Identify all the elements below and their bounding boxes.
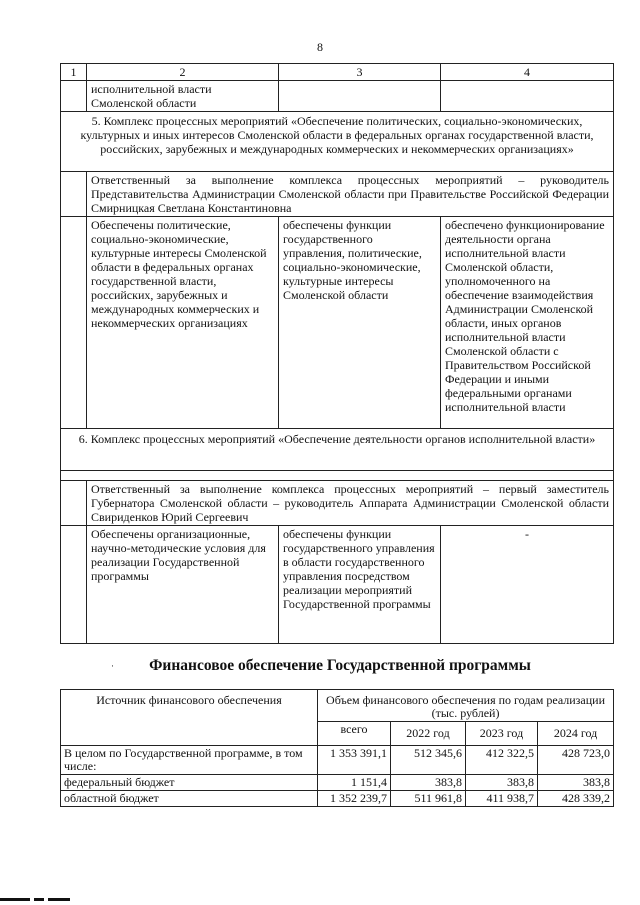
table-cell <box>441 81 614 112</box>
value-2023: 411 938,7 <box>466 791 538 807</box>
value-total: 1 151,4 <box>318 775 391 791</box>
value-total: 1 353 391,1 <box>318 746 391 775</box>
section-6-responsible: Ответственный за выполнение комплекса процессных мероприятий – первый заместитель Губернатора Смоленской области – руководитель Аппарата Администрации Смоленской области Свириденков Юрий Сергеевич <box>87 481 614 526</box>
col-2022-header: 2022 год <box>391 722 466 746</box>
finance-title: Финансовое обеспечение Государственной программы <box>149 657 531 674</box>
table-cell <box>61 81 87 112</box>
table-cell <box>61 217 87 429</box>
section-6-content-row <box>61 526 614 644</box>
value-2022: 511 961,8 <box>391 791 466 807</box>
section-5-task: Обеспечены политические, социально-экономические, культурные интересы Смоленской области в федеральных органах государственной власти, российских, зарубежных и международных коммерческих и некоммерческих организациях <box>87 217 279 429</box>
scan-mark <box>48 898 70 901</box>
row-label: областной бюджет <box>61 791 318 807</box>
value-2022: 383,8 <box>391 775 466 791</box>
header-col-3: 3 <box>279 64 441 81</box>
col-total-header: всего <box>318 722 391 746</box>
section-5-link: обеспечено функционирование деятельности органа исполнительной власти Смоленской области, уполномоченного на обеспечение взаимодействия Администрации Смоленской области, иных органов исполнительной власти Смоленской области с Правительством Российской Федерации и иными федеральными органами исполнительной власти <box>441 217 614 429</box>
scan-mark <box>0 898 30 901</box>
header-col-4: 4 <box>441 64 614 81</box>
finance-federal-row <box>61 775 614 791</box>
section-5-title-row <box>61 112 614 172</box>
section-5-title: 5. Комплекс процессных мероприятий «Обеспечение политических, социально-экономических, культурных и иных интересов Смоленской области в федеральных органах государственной власти, российских, зарубежных и международных коммерческих и некоммерческих организациях» <box>61 112 614 172</box>
finance-regional-row <box>61 791 614 807</box>
volume-header: Объем финансового обеспечения по годам реализации (тыс. рублей) <box>318 690 614 722</box>
section-5-responsible-row <box>61 172 614 217</box>
section-6-effect: обеспечены функции государственного управления в области государственного управления посредством реализации мероприятий Государственной программы <box>279 526 441 644</box>
finance-total-row <box>61 746 614 775</box>
program-structure-table <box>60 63 614 644</box>
col-2023-header: 2023 год <box>466 722 538 746</box>
value-2024: 428 723,0 <box>538 746 614 775</box>
value-2024: 383,8 <box>538 775 614 791</box>
table-cell <box>61 471 614 481</box>
value-2023: 412 322,5 <box>466 746 538 775</box>
scan-mark <box>34 898 44 901</box>
finance-header-row <box>61 690 614 722</box>
scan-dot: · <box>111 661 114 671</box>
table-cell <box>61 172 87 217</box>
row-label: федеральный бюджет <box>61 775 318 791</box>
value-2022: 512 345,6 <box>391 746 466 775</box>
section-6-title-row <box>61 429 614 471</box>
header-col-2: 2 <box>87 64 279 81</box>
value-2023: 383,8 <box>466 775 538 791</box>
finance-table <box>60 689 614 807</box>
header-col-1: 1 <box>61 64 87 81</box>
page-number: 8 <box>317 40 323 54</box>
spacer-row <box>61 471 614 481</box>
section-5-content-row <box>61 217 614 429</box>
source-header: Источник финансового обеспечения <box>61 690 318 746</box>
table-header-row <box>61 64 614 81</box>
section-6-link: - <box>441 526 614 644</box>
section-5-effect: обеспечены функции государственного управления, политические, социально-экономические, культурные интересы Смоленской области <box>279 217 441 429</box>
table-row <box>61 81 614 112</box>
section-6-title: 6. Комплекс процессных мероприятий «Обеспечение деятельности органов исполнительной власти» <box>61 429 614 471</box>
table-cell <box>61 526 87 644</box>
section-6-responsible-row <box>61 481 614 526</box>
col-2024-header: 2024 год <box>538 722 614 746</box>
value-2024: 428 339,2 <box>538 791 614 807</box>
row-label: В целом по Государственной программе, в том числе: <box>61 746 318 775</box>
table-cell <box>279 81 441 112</box>
section-5-responsible: Ответственный за выполнение комплекса процессных мероприятий – руководитель Представительства Администрации Смоленской области при Правительстве Российской Федерации Смирницкая Светлана Константиновна <box>87 172 614 217</box>
section-6-task: Обеспечены организационные, научно-методические условия для реализации Государственной программы <box>87 526 279 644</box>
value-total: 1 352 239,7 <box>318 791 391 807</box>
continued-text-cell: исполнительной власти Смоленской области <box>87 81 279 112</box>
table-cell <box>61 481 87 526</box>
scan-edge-marks <box>0 895 640 905</box>
